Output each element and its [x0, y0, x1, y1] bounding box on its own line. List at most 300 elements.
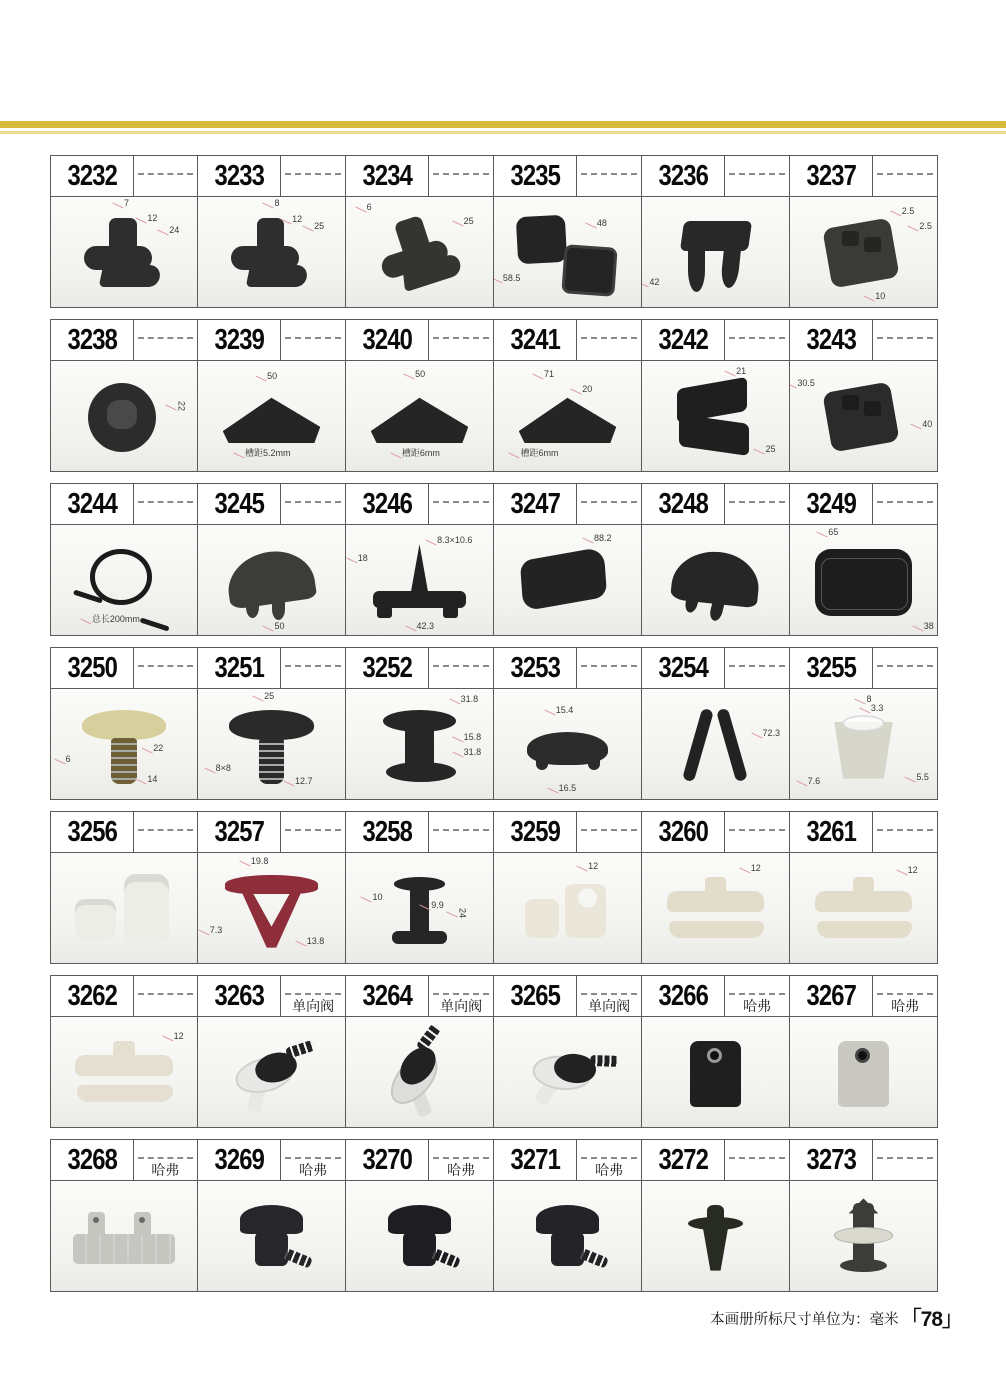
dimension-label: 42.3	[416, 620, 435, 631]
part-number-text: 3258	[362, 815, 412, 848]
part-number-text: 3272	[658, 1143, 708, 1176]
dimension-label: 15.8	[463, 732, 482, 742]
cell-header	[642, 320, 789, 361]
part-number-text: 3267	[806, 979, 856, 1012]
part-number	[51, 1140, 134, 1180]
header-dash-line	[281, 156, 345, 196]
header-dash-line	[873, 1140, 937, 1180]
part-number	[790, 812, 873, 852]
part-cell-3235	[494, 155, 642, 308]
header-dash-line	[429, 976, 493, 1016]
header-dash-line	[577, 812, 641, 852]
cell-header	[494, 484, 641, 525]
dimension-label: 50	[415, 368, 426, 379]
dimension-label: 7.6	[807, 776, 821, 786]
header-dash-line	[429, 320, 493, 360]
part-photo	[642, 525, 789, 635]
header-dash-line	[873, 812, 937, 852]
part-number-text: 3268	[67, 1143, 117, 1176]
nozzle-part-silhouette	[515, 1198, 621, 1282]
part-category-label: 单向阀	[292, 998, 335, 1014]
part-photo	[346, 689, 493, 799]
part-number	[494, 484, 577, 524]
part-number-text: 3253	[510, 651, 560, 684]
header-dash-line	[429, 484, 493, 524]
part-photo	[198, 1181, 345, 1291]
cell-header	[494, 320, 641, 361]
header-dash-line	[134, 320, 197, 360]
cell-header	[198, 812, 345, 853]
dimension-label: 21	[736, 365, 747, 376]
dimension-label: 42	[649, 277, 660, 288]
dimension-label: 槽距5.2mm	[245, 448, 291, 458]
header-dash-line	[281, 812, 345, 852]
cell-header	[198, 1140, 345, 1181]
part-number-text: 3232	[67, 159, 117, 192]
part-number	[346, 484, 429, 524]
part-number	[198, 812, 281, 852]
part-cell-3261	[790, 811, 938, 964]
cell-header	[790, 320, 937, 361]
part-number	[198, 484, 281, 524]
part-cell-3249	[790, 483, 938, 636]
part-number	[51, 976, 134, 1016]
part-number	[346, 320, 429, 360]
part-cell-3243	[790, 319, 938, 472]
part-photo	[790, 1017, 937, 1127]
dimension-label: 13.8	[306, 935, 325, 946]
part-number-text: 3236	[658, 159, 708, 192]
cups-part-silhouette	[71, 870, 177, 954]
dimension-label: 25	[463, 215, 474, 226]
part-cell-3242	[642, 319, 790, 472]
header-dash-line	[873, 320, 937, 360]
part-number-text: 3257	[214, 815, 264, 848]
part-photo	[346, 361, 493, 471]
part-number	[51, 156, 134, 196]
valve-part-silhouette	[503, 1019, 631, 1127]
gold-rule-thin	[0, 131, 1006, 134]
unit-note: 本画册所标尺寸单位为：毫米	[710, 1311, 899, 1328]
cell-header	[790, 156, 937, 197]
part-number-text: 3261	[806, 815, 856, 848]
part-number	[642, 156, 725, 196]
part-cell-3245	[198, 483, 346, 636]
shell-part-silhouette	[654, 531, 777, 635]
dimension-label: 8	[866, 693, 872, 704]
valve-part-silhouette	[352, 1017, 487, 1127]
dimension-label: 6	[65, 754, 71, 764]
header-dash-line	[577, 320, 641, 360]
part-category-label: 哈弗	[299, 1162, 328, 1178]
cell-header	[790, 484, 937, 525]
part-number	[790, 156, 873, 196]
part-number	[642, 1140, 725, 1180]
part-number-text: 3251	[214, 651, 264, 684]
header-dash-line	[873, 648, 937, 688]
header-dash-line	[577, 1140, 641, 1180]
part-photo	[198, 689, 345, 799]
part-number	[790, 320, 873, 360]
cell-header	[790, 648, 937, 689]
dimension-label: 30.5	[797, 377, 815, 388]
part-number-text: 3249	[806, 487, 856, 520]
part-photo	[198, 853, 345, 963]
header-dash-line	[429, 648, 493, 688]
part-cell-3240	[346, 319, 494, 472]
page-number: 「78」	[900, 1308, 962, 1331]
dimension-label: 2.5	[919, 221, 932, 232]
part-cell-3263	[198, 975, 346, 1128]
part-number-text: 3252	[362, 651, 412, 684]
part-photo	[494, 1017, 641, 1127]
cell-header	[198, 320, 345, 361]
clamp-part-silhouette	[811, 870, 917, 954]
footer	[710, 1303, 962, 1333]
part-photo	[51, 1017, 197, 1127]
part-photo	[51, 197, 197, 307]
part-number-text: 3244	[67, 487, 117, 520]
part-photo	[494, 197, 641, 307]
part-photo	[494, 361, 641, 471]
part-photo	[494, 689, 641, 799]
channel-part-silhouette	[811, 378, 917, 462]
cell-header	[642, 976, 789, 1017]
dimension-label: 18	[357, 552, 368, 563]
cell-header	[346, 320, 493, 361]
cell-header	[790, 1140, 937, 1181]
part-cell-3232	[50, 155, 198, 308]
cell-header	[642, 1140, 789, 1181]
part-number-text: 3233	[214, 159, 264, 192]
part-number	[494, 320, 577, 360]
part-photo	[642, 689, 789, 799]
dimension-label: 88.2	[593, 532, 612, 543]
cell-header	[198, 648, 345, 689]
part-number-text: 3243	[806, 323, 856, 356]
part-cell-3233	[198, 155, 346, 308]
part-number-text: 3263	[214, 979, 264, 1012]
part-cell-3259	[494, 811, 642, 964]
part-cell-3268	[50, 1139, 198, 1292]
dimension-label: 50	[267, 371, 278, 381]
dimension-label: 12	[292, 213, 303, 224]
part-number-text: 3269	[214, 1143, 264, 1176]
cell-header	[790, 812, 937, 853]
part-number-text: 3242	[658, 323, 708, 356]
part-cell-3273	[790, 1139, 938, 1292]
part-category-label: 哈弗	[447, 1162, 476, 1178]
part-photo	[790, 1181, 937, 1291]
dimension-label: 12.7	[295, 776, 313, 786]
spool-part-silhouette	[367, 706, 473, 790]
dimension-label: 22	[153, 743, 164, 753]
dimension-label: 7.3	[209, 924, 223, 935]
part-number	[51, 812, 134, 852]
header-dash-line	[577, 976, 641, 1016]
header-dash-line	[725, 812, 789, 852]
cell-header	[494, 812, 641, 853]
part-photo	[51, 361, 197, 471]
part-photo	[198, 197, 345, 307]
part-number	[790, 484, 873, 524]
clamp-part-silhouette	[663, 870, 769, 954]
cell-header	[642, 648, 789, 689]
part-number-text: 3254	[658, 651, 708, 684]
parts-grid	[50, 155, 938, 1292]
cell-header	[51, 484, 197, 525]
part-number-text: 3237	[806, 159, 856, 192]
cell-header	[494, 648, 641, 689]
part-cell-3239	[198, 319, 346, 472]
cell-header	[198, 484, 345, 525]
header-dash-line	[134, 648, 197, 688]
part-category-label: 哈弗	[151, 1162, 180, 1178]
dimension-label: 12	[173, 1031, 184, 1042]
part-cell-3254	[642, 647, 790, 800]
part-photo	[346, 197, 493, 307]
dimension-label: 24	[169, 224, 180, 235]
dimension-label: 8.3×10.6	[437, 535, 473, 545]
dimension-label: 38	[923, 620, 934, 631]
part-number-text: 3265	[510, 979, 560, 1012]
part-number-text: 3234	[362, 159, 412, 192]
part-photo	[51, 1181, 197, 1291]
header-dash-line	[429, 812, 493, 852]
part-number-text: 3248	[658, 487, 708, 520]
part-cell-3253	[494, 647, 642, 800]
dimension-label: 槽距6mm	[520, 448, 559, 458]
header-dash-line	[725, 484, 789, 524]
part-number	[198, 320, 281, 360]
dimension-label: 31.8	[460, 693, 479, 704]
part-number	[51, 648, 134, 688]
header-dash-line	[577, 648, 641, 688]
part-cell-3250	[50, 647, 198, 800]
push-part-silhouette	[663, 1198, 769, 1282]
part-photo	[790, 361, 937, 471]
part-number-text: 3266	[658, 979, 708, 1012]
part-number	[642, 320, 725, 360]
dimension-label: 12	[907, 865, 918, 876]
part-cell-3262	[50, 975, 198, 1128]
part-photo	[790, 525, 937, 635]
part-number	[198, 976, 281, 1016]
dimension-label: 12	[750, 863, 761, 873]
cell-header	[494, 1140, 641, 1181]
cell-header	[494, 976, 641, 1017]
dimension-label: 65	[828, 527, 839, 538]
part-number-text: 3260	[658, 815, 708, 848]
part-photo	[494, 853, 641, 963]
header-dash-line	[134, 976, 197, 1016]
part-cell-3265	[494, 975, 642, 1128]
gold-rule-thick	[0, 121, 1006, 128]
part-number	[494, 1140, 577, 1180]
dimension-label: 50	[274, 620, 285, 631]
part-photo	[642, 197, 789, 307]
header-dash-line	[281, 484, 345, 524]
part-number	[51, 484, 134, 524]
dimension-label: 71	[543, 368, 554, 379]
part-number-text: 3250	[67, 651, 117, 684]
part-number-text: 3247	[510, 487, 560, 520]
part-photo	[494, 525, 641, 635]
part-cell-3258	[346, 811, 494, 964]
part-number	[642, 484, 725, 524]
part-cell-3272	[642, 1139, 790, 1292]
header-dash-line	[134, 812, 197, 852]
part-cell-3246	[346, 483, 494, 636]
part-number	[346, 976, 429, 1016]
dimension-label: 72.3	[762, 727, 781, 738]
part-category-label: 哈弗	[891, 998, 920, 1014]
dimension-label: 10	[372, 891, 383, 902]
disc-part-silhouette	[515, 706, 621, 790]
cell-header	[346, 812, 493, 853]
part-number-text: 3245	[214, 487, 264, 520]
part-number	[198, 156, 281, 196]
part-number-text: 3264	[362, 979, 412, 1012]
part-cell-3238	[50, 319, 198, 472]
part-photo	[790, 853, 937, 963]
dimension-label: 总长200mm	[91, 614, 140, 625]
rail-part-silhouette	[71, 1198, 177, 1282]
part-category-label: 哈弗	[595, 1162, 624, 1178]
dimension-label: 6	[366, 201, 372, 212]
ringrivet-part-silhouette	[811, 1198, 917, 1282]
plug-part-silhouette	[71, 214, 180, 298]
part-number	[642, 976, 725, 1016]
cell-header	[51, 976, 197, 1017]
header-dash-line	[873, 484, 937, 524]
part-cell-3257	[198, 811, 346, 964]
part-number	[346, 648, 429, 688]
part-photo	[642, 1017, 789, 1127]
part-cell-3237	[790, 155, 938, 308]
dimension-label: 8×8	[215, 762, 231, 773]
header-dash-line	[134, 156, 197, 196]
part-cell-3241	[494, 319, 642, 472]
part-cell-3248	[642, 483, 790, 636]
dimension-label: 16.5	[558, 782, 577, 793]
cell-header	[198, 156, 345, 197]
cell-header	[51, 1140, 197, 1181]
part-photo	[346, 525, 493, 635]
part-photo	[790, 197, 937, 307]
part-number	[198, 1140, 281, 1180]
channel-part-silhouette	[811, 214, 917, 298]
part-cell-3247	[494, 483, 642, 636]
header-dash-line	[429, 156, 493, 196]
part-number-text: 3273	[806, 1143, 856, 1176]
part-number	[494, 812, 577, 852]
part-number-text: 3262	[67, 979, 117, 1012]
part-number-text: 3255	[806, 651, 856, 684]
header-dash-line	[281, 1140, 345, 1180]
part-photo	[198, 361, 345, 471]
part-photo	[51, 853, 197, 963]
dimension-label: 48	[596, 218, 607, 228]
dimension-label: 25	[264, 691, 275, 702]
part-cell-3252	[346, 647, 494, 800]
part-cell-3234	[346, 155, 494, 308]
part-number	[790, 1140, 873, 1180]
dimension-label: 8	[274, 198, 280, 209]
header-dash-line	[134, 484, 197, 524]
rivet-part-silhouette	[367, 870, 473, 954]
part-number-text: 3256	[67, 815, 117, 848]
part-number	[494, 156, 577, 196]
dimension-label: 10	[875, 290, 886, 301]
cone-part-silhouette	[367, 542, 473, 626]
cell-header	[346, 484, 493, 525]
part-number-text: 3240	[362, 323, 412, 356]
clamp-part-silhouette	[71, 1034, 177, 1118]
cell-header	[642, 156, 789, 197]
part-category-label: 单向阀	[440, 998, 483, 1014]
header-dash-line	[725, 976, 789, 1016]
part-number-text: 3235	[510, 159, 560, 192]
header-dash-line	[725, 1140, 789, 1180]
valve-part-silhouette	[219, 1034, 325, 1118]
part-cell-3270	[346, 1139, 494, 1292]
plug-part-silhouette	[219, 214, 325, 298]
part-photo	[642, 1181, 789, 1291]
dimension-label: 31.8	[463, 747, 482, 758]
part-number	[494, 648, 577, 688]
cup-part-silhouette	[811, 703, 917, 790]
part-number	[642, 648, 725, 688]
part-cell-3267	[790, 975, 938, 1128]
header-dash-line	[873, 156, 937, 196]
part-number	[790, 976, 873, 1016]
header-dash-line	[134, 1140, 197, 1180]
cell-header	[642, 812, 789, 853]
dimension-label: 7	[124, 198, 130, 209]
cell-header	[51, 156, 197, 197]
part-cell-3256	[50, 811, 198, 964]
part-number	[51, 320, 134, 360]
header-dash-line	[281, 648, 345, 688]
fold-part-silhouette	[663, 378, 769, 462]
part-cell-3244	[50, 483, 198, 636]
dimension-label: 3.3	[870, 703, 884, 714]
dimension-label: 25	[314, 221, 325, 232]
part-category-label: 单向阀	[588, 998, 631, 1014]
part-cell-3255	[790, 647, 938, 800]
round-part-silhouette	[71, 378, 177, 462]
part-photo	[198, 1017, 345, 1127]
header-dash-line	[281, 976, 345, 1016]
block-part-silhouette	[811, 1034, 917, 1118]
header-dash-line	[281, 320, 345, 360]
shell-part-silhouette	[219, 542, 325, 626]
part-photo	[346, 1181, 493, 1291]
cell-header	[346, 976, 493, 1017]
cell-header	[51, 648, 197, 689]
part-cell-3266	[642, 975, 790, 1128]
part-cell-3271	[494, 1139, 642, 1292]
part-photo	[51, 689, 197, 799]
dimension-label: 25	[765, 443, 776, 454]
dimension-label: 22	[176, 400, 187, 411]
header-dash-line	[725, 156, 789, 196]
dimension-label: 14	[147, 773, 158, 784]
cell-header	[346, 1140, 493, 1181]
cell-header	[494, 156, 641, 197]
dimension-label: 5.5	[916, 771, 929, 782]
